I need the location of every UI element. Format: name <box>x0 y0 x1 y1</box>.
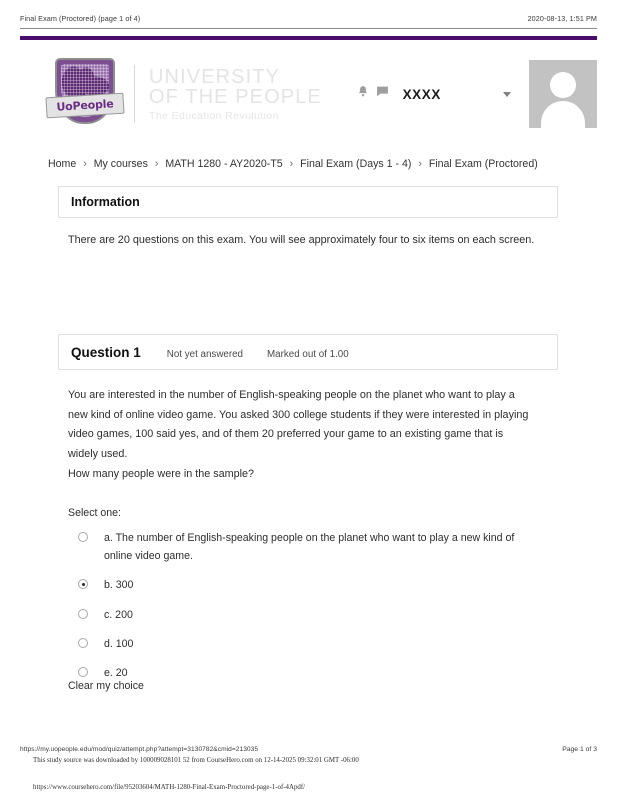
print-header-title: Final Exam (Proctored) (page 1 of 4) <box>20 14 141 23</box>
avatar[interactable] <box>529 60 597 128</box>
question-text <box>68 386 536 484</box>
breadcrumb-separator: › <box>83 158 87 170</box>
site-header <box>20 52 597 136</box>
information-title: Information <box>71 195 140 209</box>
breadcrumb-item-my-courses[interactable]: My courses <box>93 158 148 170</box>
header-divider <box>20 28 597 29</box>
question-status: Not yet answered <box>166 349 244 360</box>
radio-option-a[interactable] <box>78 532 88 542</box>
answer-options <box>68 529 538 693</box>
logo-divider <box>134 65 135 123</box>
site-logo[interactable] <box>46 56 322 132</box>
footer-coursehero-url: https://www.coursehero.com/file/95203604/MATH-1280-Final-Exam-Proctored-page-1-of-4Apdf/ <box>33 784 306 791</box>
breadcrumb-item-final-exam-proctored[interactable]: Final Exam (Proctored) <box>428 158 538 170</box>
breadcrumb-separator: › <box>289 158 294 170</box>
radio-option-b[interactable] <box>78 579 88 589</box>
print-header-timestamp: 2020-08-13, 1:51 PM <box>527 14 597 23</box>
question-number: Question 1 <box>71 345 141 360</box>
wordmark-line-1: UNIVERSITY <box>149 65 281 88</box>
information-body: There are 20 questions on this exam. You will see approximately four to six items on each screen. <box>68 234 535 246</box>
shield-banner-text: UoPeople <box>56 97 114 114</box>
question-text-paragraph-1: You are interested in the number of English-speaking people on the planet who want to play a new kind of online video game. You asked 300 college students if they were interested in playing video games, 100 said yes, and of them 20 preferred your game to an existing game that is widely used. <box>68 389 529 460</box>
breadcrumb-item-home[interactable]: Home <box>48 158 77 170</box>
information-card <box>58 186 558 218</box>
brand-accent-bar <box>20 36 597 40</box>
answer-option-b-label: b. 300 <box>104 579 134 592</box>
answer-option-d-label: d. 100 <box>104 637 134 650</box>
answer-option-a-label: a. The number of English-speaking people on the planet who want to play a new kind of online video game. <box>104 532 515 563</box>
uopeople-shield-icon <box>46 56 124 132</box>
answer-option-a[interactable] <box>68 529 538 565</box>
breadcrumb-item-course[interactable]: MATH 1280 - AY2020-T5 <box>165 158 283 170</box>
question-text-paragraph-2: How many people were in the sample? <box>68 467 255 480</box>
breadcrumb-separator: › <box>154 158 159 170</box>
answer-option-b[interactable] <box>68 576 538 594</box>
footer-download-note: This study source was downloaded by 100009028101 52 from CourseHero.com on 12-14-2025 09:32:01 GMT -06:00 <box>33 757 359 764</box>
question-card <box>58 334 558 370</box>
footer-page-label: Page 1 of 3 <box>562 746 597 753</box>
answer-option-e-label: e. 20 <box>104 667 128 680</box>
brand-wordmark <box>149 67 322 121</box>
radio-option-e[interactable] <box>78 667 88 677</box>
wordmark-line-2: OF THE PEOPLE <box>149 86 322 109</box>
brand-tagline: The Education Revolution <box>149 109 279 122</box>
question-marks: Marked out of 1.00 <box>267 349 349 360</box>
select-one-label: Select one: <box>68 507 122 519</box>
answer-option-c[interactable] <box>68 606 538 624</box>
username-label[interactable]: XXXX <box>402 86 441 102</box>
answer-option-d[interactable] <box>68 635 538 653</box>
clear-my-choice-link[interactable]: Clear my choice <box>68 680 144 692</box>
header-user-area <box>356 60 597 128</box>
radio-option-d[interactable] <box>78 638 88 648</box>
answer-option-c-label: c. 200 <box>104 608 133 621</box>
message-icon[interactable] <box>376 85 389 103</box>
chevron-down-icon[interactable] <box>503 92 511 97</box>
breadcrumb-item-final-exam-days[interactable]: Final Exam (Days 1 - 4) <box>300 158 412 170</box>
radio-option-c[interactable] <box>78 609 88 619</box>
breadcrumb <box>48 158 597 170</box>
footer-source-url: https://my.uopeople.edu/mod/quiz/attempt.php?attempt=3130782&cmid=213035 <box>20 746 259 753</box>
print-header <box>20 14 597 23</box>
bell-icon[interactable] <box>356 85 370 104</box>
breadcrumb-separator: › <box>418 158 422 170</box>
